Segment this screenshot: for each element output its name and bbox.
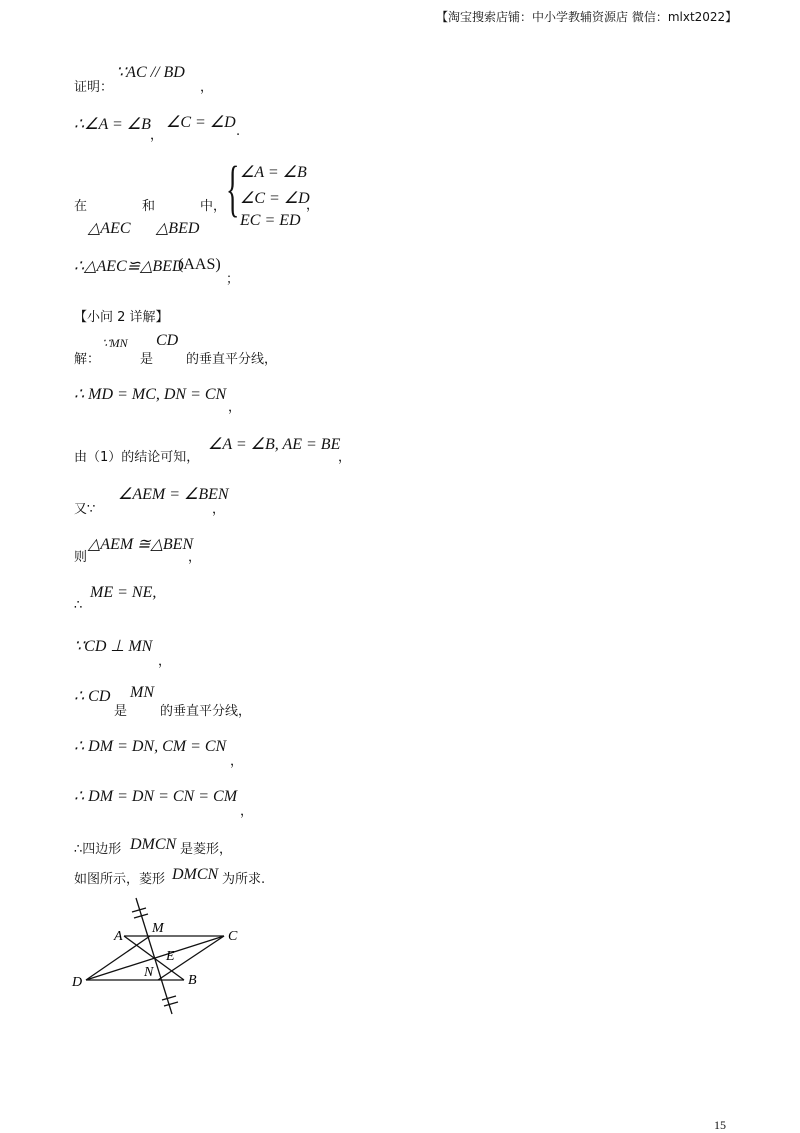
line2-sep: ， [150, 128, 164, 143]
line5-shi: 是 [140, 352, 154, 367]
proof-label: 证明： [74, 80, 114, 95]
line9-label: 则 [74, 550, 88, 565]
line5-label: 解： [74, 352, 101, 367]
line7-tail: ， [338, 450, 352, 465]
line13-tail: ， [230, 754, 244, 769]
line2-tail: . [236, 124, 241, 139]
tick-mark-bottom-1 [162, 996, 176, 1000]
line15-a: ∴四边形 [74, 842, 122, 857]
line5-math-b: CD [156, 332, 179, 349]
line10-math: ME = NE, [90, 584, 157, 601]
line16-b: 为所求. [222, 872, 266, 887]
line1-tail: ， [200, 80, 214, 95]
label-c: C [228, 929, 238, 944]
line8-math: ∠AEM = ∠BEN [118, 486, 229, 503]
line13-math: ∴ DM = DN, CM = CN [74, 738, 227, 755]
label-e: E [166, 949, 175, 964]
line3-tri-b: △BED [156, 220, 200, 237]
line7-math: ∠A = ∠B, AE = BE [208, 436, 341, 453]
label-a: A [114, 929, 123, 944]
subquestion-title: 【小问 2 详解】 [74, 310, 169, 325]
line6-math: ∴ MD = MC, DN = CN [74, 386, 227, 403]
line9-tail: ， [188, 550, 202, 565]
line12-math-a: ∴ CD [74, 688, 111, 705]
line5-tail: 的垂直平分线， [186, 352, 278, 367]
line15-math: DMCN [130, 836, 177, 853]
label-d: D [72, 975, 83, 990]
line4-math: ∴△AEC≌△BED [74, 258, 184, 275]
line9-math: △AEM ≅△BEN [88, 536, 194, 553]
line3-zhong: 中， [200, 199, 227, 214]
line2-math-b: ∠C = ∠D [166, 114, 236, 131]
line12-tail: 的垂直平分线， [160, 704, 252, 719]
line8-tail: ， [212, 502, 226, 517]
system-eq3: EC = ED [240, 212, 301, 229]
page-number: 15 [714, 1118, 726, 1132]
page-header: 【淘宝搜索店铺：中小学教辅资源店 微信：mlxt2022】 [436, 10, 738, 24]
line4-tail: ； [226, 272, 240, 287]
system-eq1: ∠A = ∠B [240, 164, 307, 181]
line12-shi: 是 [114, 704, 128, 719]
line12-math-b: MN [130, 684, 154, 701]
line3-zai: 在 [74, 199, 88, 214]
rhombus-figure [66, 888, 256, 1022]
line14-tail: ， [240, 804, 254, 819]
line16-math: DMCN [172, 866, 219, 883]
line3-he: 和 [142, 199, 156, 214]
line11-tail: ， [158, 654, 172, 669]
line3-tail: ， [306, 198, 320, 213]
system-eq2: ∠C = ∠D [240, 190, 310, 207]
line4-aas: (AAS) [178, 256, 221, 273]
line8-label: 又∵ [74, 502, 96, 517]
line7-text: 由（1）的结论可知， [74, 450, 200, 465]
system-brace: { [226, 155, 240, 223]
line11-math: ∵CD ⊥ MN [74, 638, 153, 655]
line10-label: ∴ [74, 598, 83, 613]
line16-a: 如图所示，菱形 [74, 872, 166, 887]
line1-math: ∵AC // BD [116, 64, 185, 81]
label-n: N [144, 965, 154, 980]
line5-math-a: ∵MN [102, 336, 128, 350]
line2-math-a: ∴∠A = ∠B [74, 116, 151, 133]
label-m: M [152, 921, 164, 936]
line14-math: ∴ DM = DN = CN = CM [74, 788, 238, 805]
line3-tri-a: △AEC [88, 220, 131, 237]
line6-tail: ， [228, 400, 242, 415]
label-b: B [188, 973, 197, 988]
line15-b: 是菱形， [180, 842, 233, 857]
tick-mark-bottom-2 [164, 1002, 178, 1006]
